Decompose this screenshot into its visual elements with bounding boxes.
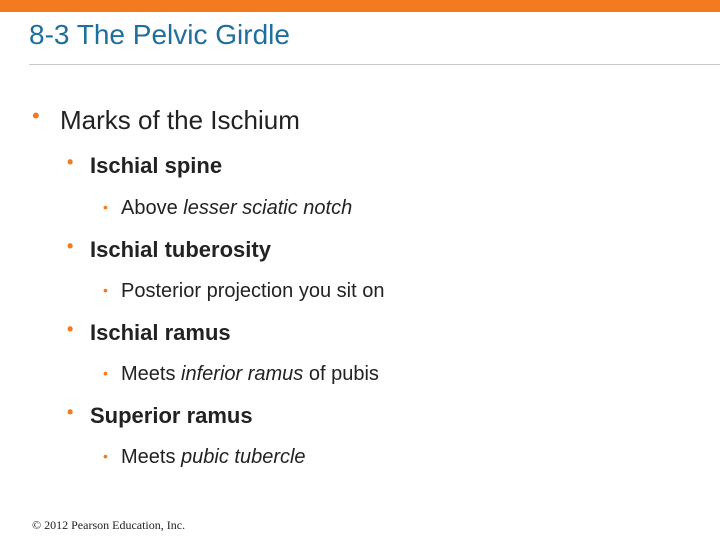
bullet-icon: • (103, 365, 108, 381)
sub-point-ischial-spine (67, 152, 223, 179)
detail-text-end: of pubis (303, 363, 379, 385)
main-point (32, 103, 300, 136)
sub-point-ischial-ramus (67, 319, 231, 346)
detail-superior-ramus (103, 446, 306, 469)
sub-point-heading: Ischial tuberosity (90, 237, 271, 262)
sub-point-heading: Ischial spine (90, 153, 223, 178)
detail-text: Meets (121, 446, 182, 468)
bullet-icon: • (67, 319, 74, 339)
detail-ischial-spine (103, 197, 353, 220)
detail-italic-text: pubic tubercle (181, 446, 306, 468)
detail-text: Meets (121, 363, 182, 385)
sub-point-heading: Ischial ramus (90, 320, 231, 345)
bullet-icon: • (67, 152, 74, 172)
main-point-text: Marks of the Ischium (60, 105, 300, 135)
sub-point-heading: Superior ramus (90, 403, 253, 428)
copyright-footer: © 2012 Pearson Education, Inc. (32, 518, 186, 532)
slide-title: 8-3 The Pelvic Girdle (29, 19, 290, 50)
bullet-icon: • (103, 199, 108, 215)
bullet-icon: • (67, 236, 74, 256)
detail-ischial-tuberosity (103, 280, 385, 303)
detail-text: Posterior projection you sit on (121, 280, 385, 302)
sub-point-ischial-tuberosity (67, 236, 271, 263)
detail-italic-text: inferior ramus (181, 363, 304, 385)
bullet-icon: • (103, 282, 108, 298)
detail-italic-text: lesser sciatic notch (183, 197, 353, 219)
detail-ischial-ramus (103, 363, 379, 386)
bullet-icon: • (103, 448, 108, 464)
sub-point-superior-ramus (67, 402, 253, 429)
bullet-icon: • (67, 402, 74, 422)
detail-text: Above (121, 197, 184, 219)
bullet-icon: • (32, 103, 40, 128)
